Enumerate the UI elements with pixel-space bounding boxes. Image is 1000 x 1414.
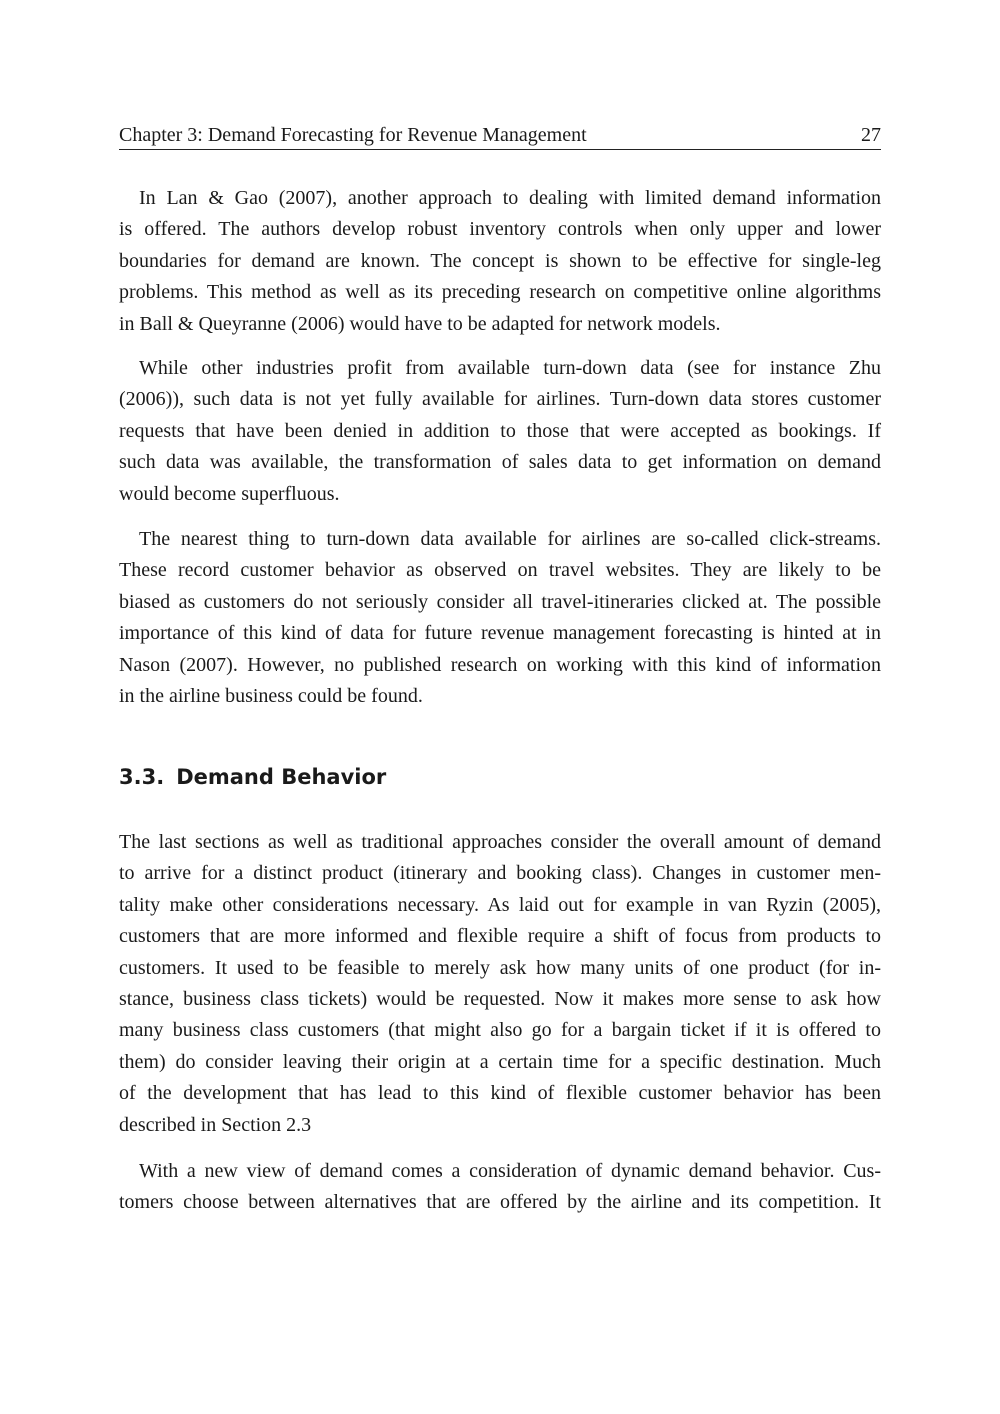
paragraph-line: These record customer behavior as observed on travel websites. They are likely to be [119,559,881,582]
paragraph-line: of the development that has lead to this kind of flexible customer behavior has been [119,1082,881,1105]
chapter-title: Chapter 3: Demand Forecasting for Revenue Management [119,124,587,146]
paragraph-line: in Ball & Queyranne (2006) would have to be adapted for network models. [119,312,721,335]
section-title: Demand Behavior [176,765,387,789]
paragraph-line: is offered. The authors develop robust inventory controls when only upper and lower [119,218,881,241]
paragraph-line: biased as customers do not seriously consider all travel-itineraries clicked at. The possible [119,590,881,613]
paragraph-line: The nearest thing to turn-down data available for airlines are so-called click-streams. [139,528,881,550]
paragraph-line: described in Section 2.3 [119,1113,312,1136]
paragraph-line: problems. This method as well as its preceding research on competitive online algorithms [119,281,881,304]
paragraph-line: customers that are more informed and flexible require a shift of focus from products to [119,925,881,948]
paragraph-line: many business class customers (that might also go for a bargain ticket if it is offered to [119,1019,881,1042]
paragraph-line: boundaries for demand are known. The concept is shown to be effective for single-leg [119,249,881,272]
paragraph-line: While other industries profit from available turn-down data (see for instance Zhu [139,357,881,379]
paragraph-line: With a new view of demand comes a consideration of dynamic demand behavior. Cus- [139,1160,881,1182]
paragraph-line: customers. It used to be feasible to merely ask how many units of one product (for in- [119,956,881,979]
paragraph-line: would become superfluous. [119,482,340,505]
paragraph-line: The last sections as well as traditional approaches consider the overall amount of demand [119,831,881,853]
paragraph-line: importance of this kind of data for future revenue management forecasting is hinted at in [119,622,881,645]
paragraph-line: to arrive for a distinct product (itinerary and booking class). Changes in customer men- [119,862,881,885]
paragraph-line: in the airline business could be found. [119,685,423,708]
paragraph-line: (2006)), such data is not yet fully available for airlines. Turn-down data stores customer [119,388,881,411]
paragraph-line: them) do consider leaving their origin at a certain time for a specific destination. Much [119,1050,881,1073]
paragraph-line: Nason (2007). However, no published research on working with this kind of information [119,653,881,676]
section-number: 3.3. [119,765,165,789]
paragraph-limited-demand [119,183,881,340]
paragraph-demand-behavior [119,827,881,1141]
paragraph-dynamic-demand [119,1156,881,1219]
page-number: 27 [861,124,881,146]
paragraph-line: In Lan & Gao (2007), another approach to dealing with limited demand information [139,187,881,209]
paragraph-line: tomers choose between alternatives that are offered by the airline and its competition. It [119,1191,881,1214]
running-header [119,121,881,150]
section-heading [119,762,386,792]
paragraph-turn-down-data [119,353,881,510]
paragraph-line: tality make other considerations necessary. As laid out for example in van Ryzin (2005), [119,893,881,916]
paragraph-click-streams [119,524,881,712]
paragraph-line: such data was available, the transformation of sales data to get information on demand [119,451,881,474]
paragraph-line: requests that have been denied in addition to those that were accepted as bookings. If [119,419,881,442]
paragraph-line: stance, business class tickets) would be requested. Now it makes more sense to ask how [119,988,881,1011]
